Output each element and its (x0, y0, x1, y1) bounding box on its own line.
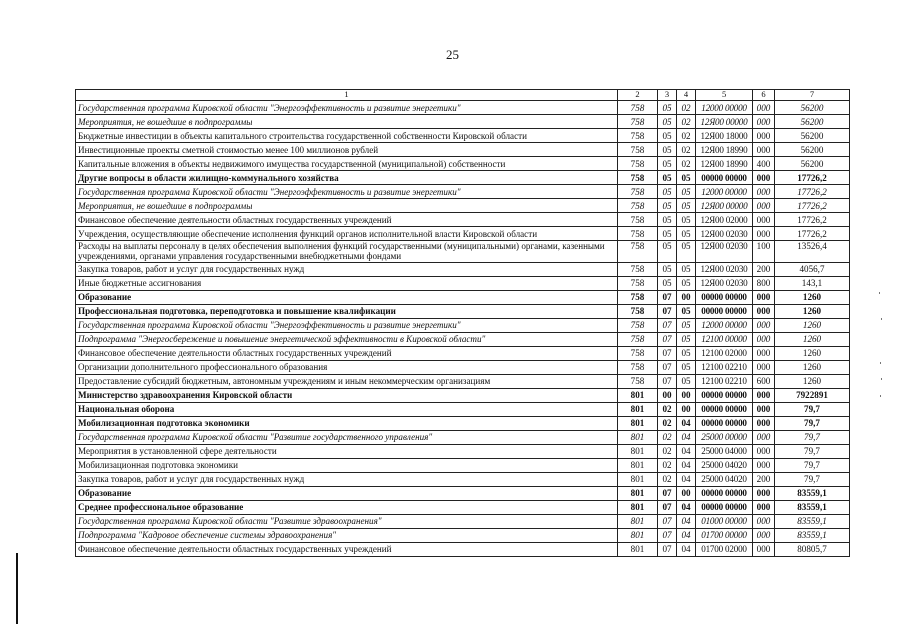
expense-type-code-cell: 600 (753, 374, 775, 388)
scan-edge-mark (16, 553, 18, 624)
expense-type-code-cell: 000 (753, 332, 775, 346)
expense-type-code-cell: 200 (753, 262, 775, 276)
table-header-row (76, 90, 850, 101)
subsection-code-cell: 05 (677, 185, 696, 199)
subsection-code-cell: 00 (677, 486, 696, 500)
section-code-cell: 05 (658, 115, 677, 129)
subsection-code-cell: 04 (677, 458, 696, 472)
amount-cell: 83559,1 (775, 486, 850, 500)
section-code-cell: 02 (658, 472, 677, 486)
ministry-code-cell: 801 (618, 402, 658, 416)
subsection-code-cell: 05 (677, 262, 696, 276)
amount-cell: 79,7 (775, 430, 850, 444)
subsection-code-cell: 05 (677, 346, 696, 360)
item-name-cell: Образование (76, 486, 618, 500)
subsection-code-cell: 05 (677, 213, 696, 227)
ministry-code-cell: 758 (618, 157, 658, 171)
ministry-code-cell: 801 (618, 430, 658, 444)
item-name-cell: Министерство здравоохранения Кировской области (76, 388, 618, 402)
ministry-code-cell: 801 (618, 514, 658, 528)
table-row (76, 514, 850, 528)
section-code-cell: 05 (658, 241, 677, 263)
table-row (76, 227, 850, 241)
ministry-code-cell: 758 (618, 374, 658, 388)
table-row (76, 346, 850, 360)
amount-cell: 143,1 (775, 276, 850, 290)
scan-speck (881, 318, 882, 320)
section-code-cell: 05 (658, 276, 677, 290)
table-row (76, 360, 850, 374)
ministry-code-cell: 801 (618, 542, 658, 556)
target-article-code-cell: 01700 00000 (696, 528, 753, 542)
subsection-code-cell: 05 (677, 171, 696, 185)
ministry-code-cell: 801 (618, 416, 658, 430)
amount-cell: 7922891 (775, 388, 850, 402)
target-article-code-cell: 12Я00 00000 (696, 115, 753, 129)
header-item-name: 1 (76, 90, 618, 101)
table-row (76, 199, 850, 213)
ministry-code-cell: 758 (618, 276, 658, 290)
expense-type-code-cell: 000 (753, 318, 775, 332)
subsection-code-cell: 04 (677, 416, 696, 430)
section-code-cell: 02 (658, 430, 677, 444)
ministry-code-cell: 801 (618, 388, 658, 402)
table-row (76, 304, 850, 318)
item-name-cell: Государственная программа Кировской области "Развитие государственного управления" (76, 430, 618, 444)
subsection-code-cell: 05 (677, 199, 696, 213)
amount-cell: 1260 (775, 346, 850, 360)
amount-cell: 79,7 (775, 416, 850, 430)
expense-type-code-cell: 000 (753, 290, 775, 304)
table-row (76, 241, 850, 263)
target-article-code-cell: 12Я00 18000 (696, 129, 753, 143)
ministry-code-cell: 801 (618, 528, 658, 542)
table-row (76, 388, 850, 402)
table-row (76, 157, 850, 171)
section-code-cell: 05 (658, 262, 677, 276)
amount-cell: 56200 (775, 143, 850, 157)
item-name-cell: Подпрограмма "Энергосбережение и повышение энергетической эффективности в Кировской области" (76, 332, 618, 346)
expense-type-code-cell: 000 (753, 528, 775, 542)
expense-type-code-cell: 000 (753, 129, 775, 143)
target-article-code-cell: 12100 02210 (696, 360, 753, 374)
ministry-code-cell: 758 (618, 171, 658, 185)
amount-cell: 56200 (775, 115, 850, 129)
amount-cell: 1260 (775, 360, 850, 374)
ministry-code-cell: 758 (618, 290, 658, 304)
amount-cell: 1260 (775, 318, 850, 332)
subsection-code-cell: 02 (677, 129, 696, 143)
ministry-code-cell: 758 (618, 143, 658, 157)
section-code-cell: 07 (658, 304, 677, 318)
target-article-code-cell: 25000 00000 (696, 430, 753, 444)
section-code-cell: 07 (658, 332, 677, 346)
target-article-code-cell: 00000 00000 (696, 290, 753, 304)
item-name-cell: Образование (76, 290, 618, 304)
target-article-code-cell: 25000 04000 (696, 444, 753, 458)
section-code-cell: 07 (658, 374, 677, 388)
budget-table (75, 89, 850, 557)
amount-cell: 17726,2 (775, 227, 850, 241)
ministry-code-cell: 801 (618, 500, 658, 514)
table-row (76, 213, 850, 227)
expense-type-code-cell: 000 (753, 171, 775, 185)
ministry-code-cell: 758 (618, 213, 658, 227)
scan-speck (881, 378, 882, 380)
section-code-cell: 05 (658, 185, 677, 199)
amount-cell: 79,7 (775, 458, 850, 472)
subsection-code-cell: 04 (677, 500, 696, 514)
expense-type-code-cell: 000 (753, 500, 775, 514)
section-code-cell: 05 (658, 227, 677, 241)
amount-cell: 56200 (775, 101, 850, 115)
header-ministry-code: 2 (618, 90, 658, 101)
expense-type-code-cell: 000 (753, 542, 775, 556)
table-row (76, 542, 850, 556)
table-row (76, 185, 850, 199)
section-code-cell: 05 (658, 101, 677, 115)
subsection-code-cell: 02 (677, 143, 696, 157)
ministry-code-cell: 758 (618, 129, 658, 143)
item-name-cell: Государственная программа Кировской области "Развитие здравоохранения" (76, 514, 618, 528)
subsection-code-cell: 04 (677, 528, 696, 542)
expense-type-code-cell: 000 (753, 416, 775, 430)
scan-speck (880, 362, 881, 364)
expense-type-code-cell: 000 (753, 304, 775, 318)
subsection-code-cell: 04 (677, 472, 696, 486)
header-expense-type-code: 6 (753, 90, 775, 101)
section-code-cell: 05 (658, 143, 677, 157)
target-article-code-cell: 12Я00 18990 (696, 143, 753, 157)
amount-cell: 1260 (775, 304, 850, 318)
target-article-code-cell: 12100 02210 (696, 374, 753, 388)
ministry-code-cell: 758 (618, 101, 658, 115)
table-row (76, 262, 850, 276)
expense-type-code-cell: 000 (753, 346, 775, 360)
amount-cell: 1260 (775, 374, 850, 388)
amount-cell: 1260 (775, 332, 850, 346)
target-article-code-cell: 00000 00000 (696, 486, 753, 500)
expense-type-code-cell: 000 (753, 402, 775, 416)
ministry-code-cell: 758 (618, 185, 658, 199)
amount-cell: 79,7 (775, 444, 850, 458)
amount-cell: 83559,1 (775, 528, 850, 542)
amount-cell: 1260 (775, 290, 850, 304)
amount-cell: 17726,2 (775, 213, 850, 227)
table-row (76, 444, 850, 458)
table-row (76, 115, 850, 129)
table-row (76, 290, 850, 304)
table-row (76, 276, 850, 290)
ministry-code-cell: 758 (618, 262, 658, 276)
ministry-code-cell: 758 (618, 318, 658, 332)
section-code-cell: 07 (658, 514, 677, 528)
header-subsection-code: 4 (677, 90, 696, 101)
expense-type-code-cell: 000 (753, 115, 775, 129)
section-code-cell: 07 (658, 486, 677, 500)
item-name-cell: Мероприятия в установленной сфере деятельности (76, 444, 618, 458)
section-code-cell: 02 (658, 458, 677, 472)
subsection-code-cell: 04 (677, 542, 696, 556)
item-name-cell: Мобилизационная подготовка экономики (76, 458, 618, 472)
target-article-code-cell: 12100 02000 (696, 346, 753, 360)
amount-cell: 83559,1 (775, 514, 850, 528)
item-name-cell: Закупка товаров, работ и услуг для государственных нужд (76, 472, 618, 486)
section-code-cell: 02 (658, 444, 677, 458)
page-number: 25 (446, 47, 459, 62)
target-article-code-cell: 00000 00000 (696, 416, 753, 430)
table-row (76, 332, 850, 346)
item-name-cell: Финансовое обеспечение деятельности областных государственных учреждений (76, 213, 618, 227)
amount-cell: 4056,7 (775, 262, 850, 276)
ministry-code-cell: 758 (618, 304, 658, 318)
expense-type-code-cell: 000 (753, 486, 775, 500)
section-code-cell: 07 (658, 500, 677, 514)
table-row (76, 416, 850, 430)
expense-type-code-cell: 000 (753, 430, 775, 444)
subsection-code-cell: 05 (677, 227, 696, 241)
expense-type-code-cell: 000 (753, 388, 775, 402)
item-name-cell: Национальная оборона (76, 402, 618, 416)
section-code-cell: 02 (658, 402, 677, 416)
expense-type-code-cell: 000 (753, 185, 775, 199)
table-row (76, 101, 850, 115)
item-name-cell: Иные бюджетные ассигнования (76, 276, 618, 290)
target-article-code-cell: 25000 04020 (696, 472, 753, 486)
item-name-cell: Бюджетные инвестиции в объекты капитального строительства государственной собственности Кировской области (76, 129, 618, 143)
item-name-cell: Предоставление субсидий бюджетным, автономным учреждениям и иным некоммерческим организациям (76, 374, 618, 388)
item-name-cell: Капитальные вложения в объекты недвижимого имущества государственной (муниципальной) собственности (76, 157, 618, 171)
amount-cell: 79,7 (775, 402, 850, 416)
item-name-cell: Инвестиционные проекты сметной стоимостью менее 100 миллионов рублей (76, 143, 618, 157)
section-code-cell: 07 (658, 318, 677, 332)
subsection-code-cell: 05 (677, 304, 696, 318)
target-article-code-cell: 00000 00000 (696, 402, 753, 416)
item-name-cell: Государственная программа Кировской области "Энергоэффективность и развитие энергетики" (76, 185, 618, 199)
section-code-cell: 00 (658, 388, 677, 402)
header-amount: 7 (775, 90, 850, 101)
table-row (76, 458, 850, 472)
table-row (76, 402, 850, 416)
amount-cell: 56200 (775, 129, 850, 143)
target-article-code-cell: 00000 00000 (696, 388, 753, 402)
expense-type-code-cell: 800 (753, 276, 775, 290)
section-code-cell: 05 (658, 213, 677, 227)
subsection-code-cell: 04 (677, 444, 696, 458)
section-code-cell: 07 (658, 528, 677, 542)
ministry-code-cell: 758 (618, 115, 658, 129)
expense-type-code-cell: 000 (753, 227, 775, 241)
amount-cell: 56200 (775, 157, 850, 171)
table-row (76, 129, 850, 143)
target-article-code-cell: 12Я00 02030 (696, 241, 753, 263)
section-code-cell: 07 (658, 290, 677, 304)
target-article-code-cell: 12000 00000 (696, 318, 753, 332)
target-article-code-cell: 12000 00000 (696, 101, 753, 115)
target-article-code-cell: 12000 00000 (696, 185, 753, 199)
ministry-code-cell: 758 (618, 241, 658, 263)
subsection-code-cell: 05 (677, 318, 696, 332)
amount-cell: 17726,2 (775, 185, 850, 199)
item-name-cell: Профессиональная подготовка, переподготовка и повышение квалификации (76, 304, 618, 318)
target-article-code-cell: 12Я00 00000 (696, 199, 753, 213)
item-name-cell: Мобилизационная подготовка экономики (76, 416, 618, 430)
target-article-code-cell: 00000 00000 (696, 500, 753, 514)
subsection-code-cell: 05 (677, 241, 696, 263)
target-article-code-cell: 12Я00 02000 (696, 213, 753, 227)
ministry-code-cell: 801 (618, 472, 658, 486)
table-row (76, 528, 850, 542)
expense-type-code-cell: 000 (753, 444, 775, 458)
table-row (76, 318, 850, 332)
item-name-cell: Мероприятия, не вошедшие в подпрограммы (76, 199, 618, 213)
expense-type-code-cell: 100 (753, 241, 775, 263)
ministry-code-cell: 758 (618, 346, 658, 360)
item-name-cell: Закупка товаров, работ и услуг для государственных нужд (76, 262, 618, 276)
item-name-cell: Среднее профессиональное образование (76, 500, 618, 514)
expense-type-code-cell: 000 (753, 514, 775, 528)
expense-type-code-cell: 000 (753, 101, 775, 115)
item-name-cell: Организации дополнительного профессионального образования (76, 360, 618, 374)
table-row (76, 500, 850, 514)
subsection-code-cell: 00 (677, 290, 696, 304)
target-article-code-cell: 00000 00000 (696, 304, 753, 318)
subsection-code-cell: 05 (677, 374, 696, 388)
subsection-code-cell: 02 (677, 115, 696, 129)
ministry-code-cell: 758 (618, 227, 658, 241)
subsection-code-cell: 05 (677, 360, 696, 374)
subsection-code-cell: 02 (677, 101, 696, 115)
amount-cell: 83559,1 (775, 500, 850, 514)
section-code-cell: 05 (658, 171, 677, 185)
expense-type-code-cell: 000 (753, 199, 775, 213)
amount-cell: 17726,2 (775, 199, 850, 213)
ministry-code-cell: 801 (618, 458, 658, 472)
subsection-code-cell: 04 (677, 430, 696, 444)
item-name-cell: Расходы на выплаты персоналу в целях обеспечения выполнения функций государственными (муниципальными) органами, казенными учреждениями, органами управления государственными внебюджетными фондами (76, 241, 618, 263)
target-article-code-cell: 00000 00000 (696, 171, 753, 185)
item-name-cell: Другие вопросы в области жилищно-коммунального хозяйства (76, 171, 618, 185)
item-name-cell: Финансовое обеспечение деятельности областных государственных учреждений (76, 346, 618, 360)
amount-cell: 13526,4 (775, 241, 850, 263)
subsection-code-cell: 00 (677, 388, 696, 402)
item-name-cell: Мероприятия, не вошедшие в подпрограммы (76, 115, 618, 129)
section-code-cell: 07 (658, 346, 677, 360)
amount-cell: 80805,7 (775, 542, 850, 556)
table-row (76, 143, 850, 157)
ministry-code-cell: 801 (618, 486, 658, 500)
target-article-code-cell: 12Я00 02030 (696, 227, 753, 241)
target-article-code-cell: 25000 04020 (696, 458, 753, 472)
ministry-code-cell: 758 (618, 199, 658, 213)
table-row (76, 374, 850, 388)
section-code-cell: 07 (658, 360, 677, 374)
section-code-cell: 02 (658, 416, 677, 430)
expense-type-code-cell: 200 (753, 472, 775, 486)
target-article-code-cell: 01000 00000 (696, 514, 753, 528)
ministry-code-cell: 758 (618, 332, 658, 346)
ministry-code-cell: 801 (618, 444, 658, 458)
item-name-cell: Учреждения, осуществляющие обеспечение исполнения функций органов исполнительной власти Кировской области (76, 227, 618, 241)
subsection-code-cell: 02 (677, 157, 696, 171)
section-code-cell: 05 (658, 157, 677, 171)
table-row (76, 486, 850, 500)
table-row (76, 430, 850, 444)
section-code-cell: 07 (658, 542, 677, 556)
item-name-cell: Государственная программа Кировской области "Энергоэффективность и развитие энергетики" (76, 101, 618, 115)
subsection-code-cell: 00 (677, 402, 696, 416)
amount-cell: 79,7 (775, 472, 850, 486)
item-name-cell: Подпрограмма "Кадровое обеспечение системы здравоохранения" (76, 528, 618, 542)
subsection-code-cell: 04 (677, 514, 696, 528)
target-article-code-cell: 01700 02000 (696, 542, 753, 556)
target-article-code-cell: 12Я00 02030 (696, 262, 753, 276)
expense-type-code-cell: 000 (753, 213, 775, 227)
target-article-code-cell: 12100 00000 (696, 332, 753, 346)
ministry-code-cell: 758 (618, 360, 658, 374)
amount-cell: 17726,2 (775, 171, 850, 185)
section-code-cell: 05 (658, 129, 677, 143)
target-article-code-cell: 12Я00 18990 (696, 157, 753, 171)
expense-type-code-cell: 000 (753, 143, 775, 157)
header-target-article-code: 5 (696, 90, 753, 101)
subsection-code-cell: 05 (677, 332, 696, 346)
table-row (76, 472, 850, 486)
target-article-code-cell: 12Я00 02030 (696, 276, 753, 290)
expense-type-code-cell: 400 (753, 157, 775, 171)
section-code-cell: 05 (658, 199, 677, 213)
scan-speck (879, 292, 880, 294)
subsection-code-cell: 05 (677, 276, 696, 290)
item-name-cell: Государственная программа Кировской области "Энергоэффективность и развитие энергетики" (76, 318, 618, 332)
item-name-cell: Финансовое обеспечение деятельности областных государственных учреждений (76, 542, 618, 556)
scan-speck (880, 395, 881, 397)
expense-type-code-cell: 000 (753, 458, 775, 472)
header-section-code: 3 (658, 90, 677, 101)
expense-type-code-cell: 000 (753, 360, 775, 374)
table-row (76, 171, 850, 185)
